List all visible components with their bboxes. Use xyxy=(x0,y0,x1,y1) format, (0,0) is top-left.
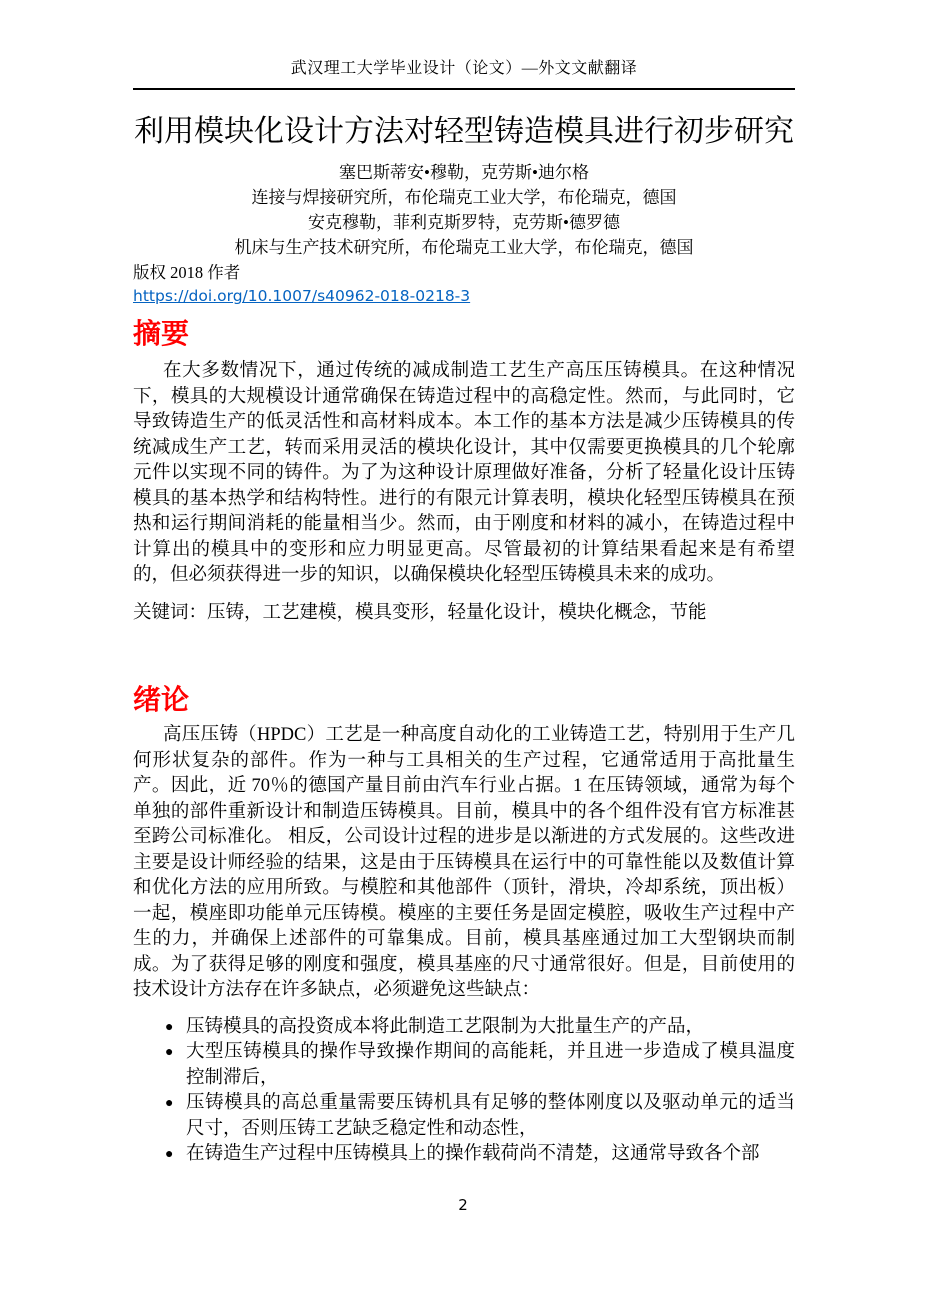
doi-link[interactable]: https://doi.org/10.1007/s40962-018-0218-3 xyxy=(133,287,471,305)
abstract-heading: 摘要 xyxy=(133,317,190,350)
list-item-text: 大型压铸模具的操作导致操作期间的高能耗，并且进一步造成了模具温度控制滞后， xyxy=(186,1042,795,1088)
copyright-line: 版权 2018 作者 xyxy=(133,263,241,282)
author-line-2: 安克穆勒，菲利克斯罗特，克劳斯•德罗德 xyxy=(308,213,620,232)
bullet-icon: ● xyxy=(165,1045,174,1060)
authors-block xyxy=(133,160,795,260)
list-item xyxy=(165,1015,795,1041)
affiliation-1: 连接与焊接研究所，布伦瑞克工业大学，布伦瑞克，德国 xyxy=(251,188,677,207)
running-header: 武汉理工大学毕业设计（论文）—外文文献翻译 xyxy=(133,58,795,90)
page-number: 2 xyxy=(458,1196,468,1214)
introduction-heading: 绪论 xyxy=(133,683,190,716)
list-item xyxy=(165,1040,795,1091)
list-item xyxy=(165,1091,795,1142)
introduction-paragraph: 高压压铸（HPDC）工艺是一种高度自动化的工业铸造工艺，特别用于生产几何形状复杂的部件。作为一种与工具相关的生产过程，它通常适用于高批量生产。因此，近 70％的德国产量目前由汽车行业占据。1 在压铸领域，通常为每个单独的部件重新设计和制造压铸模具。目前，模具中的各个组件没有官方标准甚至跨公司标准化。 相反，公司设计过程的进步是以渐进的方式发展的。这些改进主要是设计师经验的结果，这是由于压铸模具在运行中的可靠性能以及数值计算和优化方法的应用所致。与模腔和其他部件（顶针，滑块，冷却系统，顶出板）一起，模座即功能单元压铸模。模座的主要任务是固定模腔，吸收生产过程中产生的力，并确保上述部件的可靠集成。目前，模具基座通过加工大型钢块而制成。为了获得足够的刚度和强度，模具基座的尺寸通常很好。但是，目前使用的技术设计方法存在许多缺点，必须避免这些缺点： xyxy=(133,725,795,1000)
affiliation-2: 机床与生产技术研究所，布伦瑞克工业大学，布伦瑞克，德国 xyxy=(234,238,694,257)
keywords-line: 关键词：压铸，工艺建模，模具变形，轻量化设计，模块化概念，节能 xyxy=(133,602,707,623)
list-item xyxy=(165,1142,795,1168)
list-item-text: 压铸模具的高投资成本将此制造工艺限制为大批量生产的产品， xyxy=(186,1016,705,1037)
bullet-icon: ● xyxy=(165,1096,174,1111)
doi-line xyxy=(133,285,795,307)
paper-title: 利用模块化设计方法对轻型铸造模具进行初步研究 xyxy=(134,115,794,148)
bullet-icon: ● xyxy=(165,1147,174,1162)
list-item-text: 压铸模具的高总重量需要压铸机具有足够的整体刚度以及驱动单元的适当尺寸，否则压铸工艺缺乏稳定性和动态性， xyxy=(186,1093,795,1139)
list-item-text: 在铸造生产过程中压铸模具上的操作载荷尚不清楚，这通常导致各个部 xyxy=(186,1144,760,1164)
bullet-icon: ● xyxy=(165,1019,174,1035)
author-line-1: 塞巴斯蒂安•穆勒，克劳斯•迪尔格 xyxy=(339,163,589,182)
drawback-bullet-list xyxy=(133,1015,795,1168)
abstract-paragraph: 在大多数情况下，通过传统的减成制造工艺生产高压压铸模具。在这种情况下，模具的大规模设计通常确保在铸造过程中的高稳定性。然而，与此同时，它导致铸造生产的低灵活性和高材料成本。本工作的基本方法是减少压铸模具的传统减成生产工艺，转而采用灵活的模块化设计，其中仅需要更换模具的几个轮廓元件以实现不同的铸件。为了为这种设计原理做好准备，分析了轻量化设计压铸模具的基本热学和结构特性。进行的有限元计算表明，模块化轻型压铸模具在预热和运行期间消耗的能量相当少。然而，由于刚度和材料的减小，在铸造过程中计算出的模具中的变形和应力明显更高。尽管最初的计算结果看起来是有希望的，但必须获得进一步的知识，以确保模块化轻型压铸模具未来的成功。 xyxy=(133,361,795,585)
